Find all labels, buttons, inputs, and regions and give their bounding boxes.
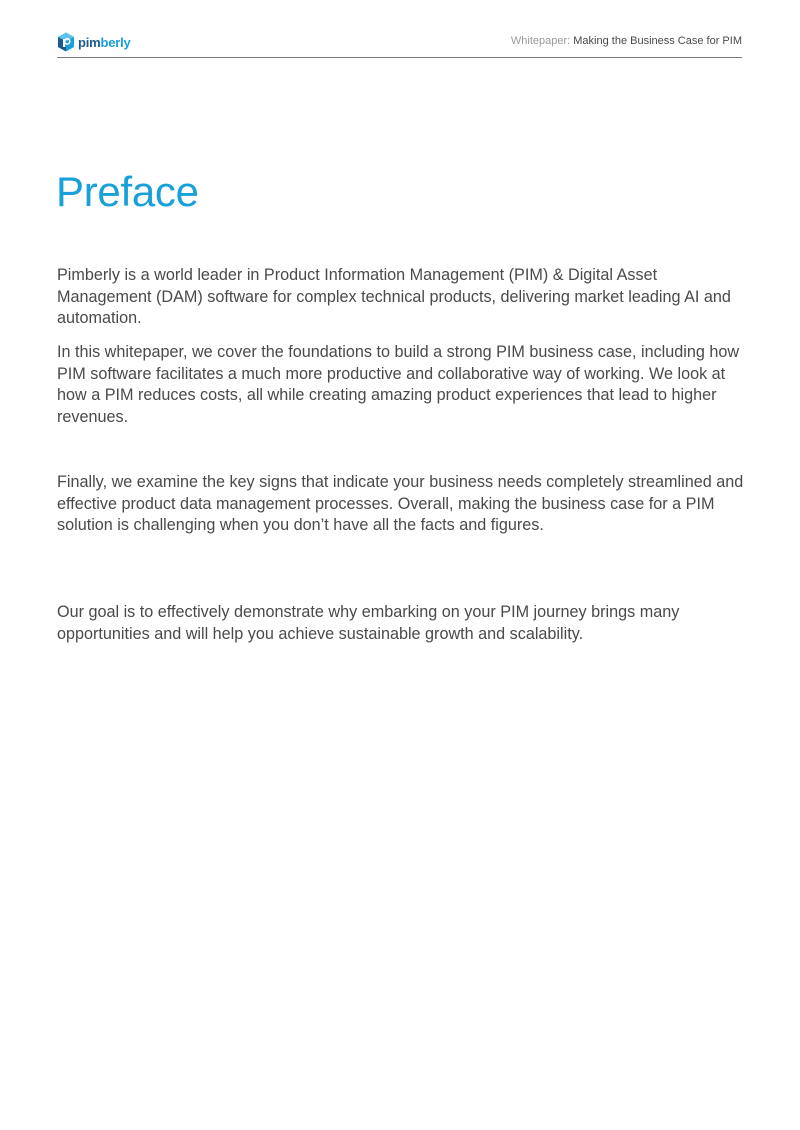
document-kicker: Whitepaper:	[510, 35, 574, 47]
page-title: Preface	[56, 168, 199, 215]
brand-wordmark: pimberly	[78, 34, 131, 50]
document-title-text: Making the Business Case for PIM	[573, 35, 742, 47]
paragraph-intro: Pimberly is a world leader in Product Information Management (PIM) & Digital Asset Management (DAM) software for complex technical products, delivering market leading AI and automation.	[57, 266, 731, 328]
paragraph-signs: Finally, we examine the key signs that indicate your business needs completely streamlined and effective product data management processes. Overall, making the business case for a PIM solution is challenging when you don’t have all the facts and figures.	[57, 473, 744, 535]
document-title	[511, 35, 742, 47]
paragraph-overview: In this whitepaper, we cover the foundations to build a strong PIM business case, including how PIM software facilitates a much more productive and collaborative way of working. We look at how a PIM reduces costs, all while creating amazing product experiences that lead to higher revenues.	[57, 343, 740, 427]
paragraph-goal: Our goal is to effectively demonstrate why embarking on your PIM journey brings many opportunities and will help you achieve sustainable growth and scalability.	[57, 603, 680, 643]
pimberly-hexagon-icon	[57, 32, 75, 52]
page-header	[57, 30, 742, 58]
brand-logo	[57, 32, 131, 52]
